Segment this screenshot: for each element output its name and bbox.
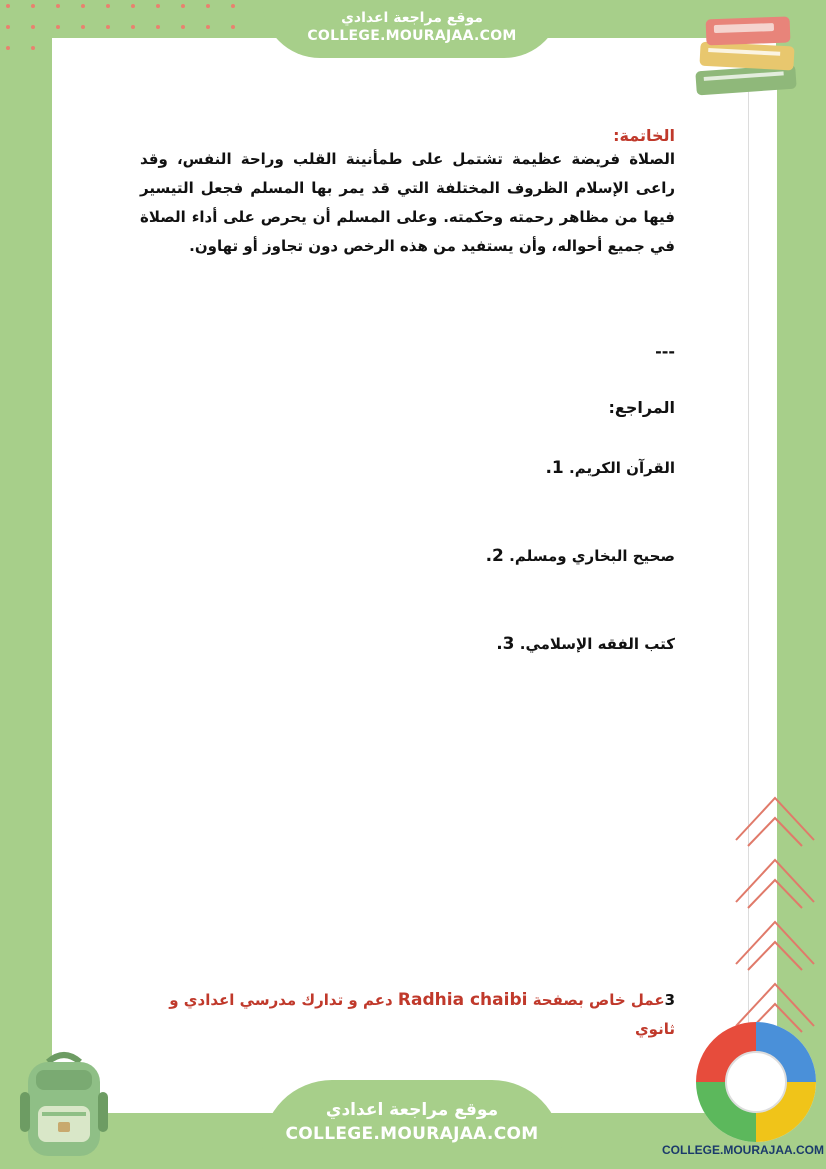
site-url[interactable]: COLLEGE.MOURAJAA.COM: [307, 28, 517, 44]
backpack-icon: [14, 1048, 114, 1160]
site-name-ar: موقع مراجعة اعدادي: [325, 1100, 499, 1120]
credit-number: 3: [664, 991, 675, 1009]
site-url[interactable]: COLLEGE.MOURAJAA.COM: [285, 1124, 539, 1144]
references-heading: المراجع:: [608, 398, 675, 417]
reference-text: القرآن الكريم.: [569, 459, 675, 477]
reference-number: 3.: [496, 634, 515, 654]
reference-item-2: [140, 546, 675, 566]
reference-text: صحيح البخاري ومسلم.: [509, 547, 675, 565]
books-stack-icon: [690, 10, 802, 98]
credit-page-name: Radhia chaibi: [397, 990, 528, 1010]
credit-note: [140, 986, 675, 1044]
credit-after: دعم و تدارك مدرسي اعدادي و ثانوي: [169, 991, 675, 1038]
site-name-ar: موقع مراجعة اعدادي: [341, 10, 483, 26]
education-logo-icon: [694, 1020, 818, 1144]
decorative-dots-top: [6, 4, 235, 8]
separator: ---: [655, 342, 675, 361]
conclusion-heading: الخاتمة:: [613, 126, 675, 145]
chevron-up-icon: [732, 790, 818, 1040]
reference-number: 1.: [545, 458, 564, 478]
conclusion-text: الصلاة فريضة عظيمة تشتمل على طمأنينة القلب وراحة النفس، وقد راعى الإسلام الظروف المختلفة التي قد يمر بها المسلم فجعل التيسير فيها من مظاهر رحمته وحكمته. وعلى المسلم أن يحرص على أداء الصلاة في جميع أحواله، وأن يستفيد من هذه الرخص دون تجاوز أو تهاون.: [140, 150, 675, 255]
reference-number: 2.: [485, 546, 504, 566]
site-footer: [262, 1080, 562, 1169]
credit-before: عمل خاص بصفحة: [532, 991, 665, 1009]
reference-item-3: [140, 634, 675, 654]
decorative-dots-middle: [6, 25, 235, 29]
conclusion-section: [140, 126, 675, 261]
reference-text: كتب الفقه الإسلامي.: [519, 635, 675, 653]
logo-text: COLLEGE.MOURAJAA.COM: [662, 1143, 824, 1157]
site-header: [262, 0, 562, 58]
reference-item-1: [140, 458, 675, 478]
